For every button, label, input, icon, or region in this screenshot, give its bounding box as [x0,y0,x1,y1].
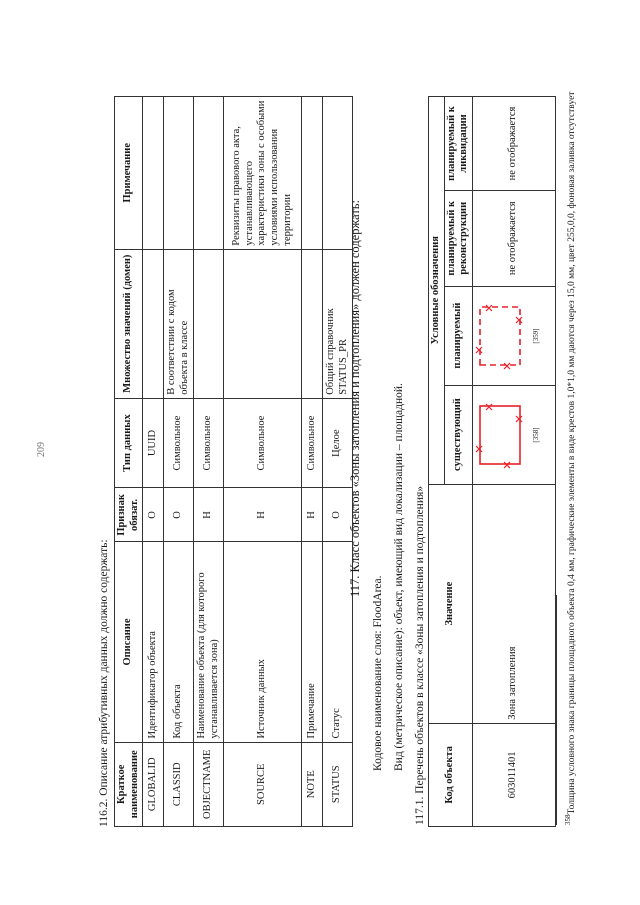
cell-liquidation: не отображается [472,97,555,191]
cell-note [143,97,164,250]
cell-note [302,97,323,250]
cell-short-name: STATUS [323,742,353,826]
header-liquidation: планируемый к ликвидации [444,97,472,191]
header-planned: планируемый [444,286,472,385]
cell-domain [194,249,224,398]
page-number: 209 [36,442,47,457]
layer-code-line: Кодовое наименование слоя: FloodArea. [372,575,384,771]
cell-required: Н [302,488,323,542]
planned-zone-symbol [474,293,548,379]
header-object-code: Код объекта [429,723,473,826]
header-short-name: Краткое наименование [115,742,143,826]
table-row [224,97,302,827]
cell-domain [143,249,164,398]
cell-data-type: Символьное [224,398,302,488]
attributes-table [114,96,353,827]
cell-domain: В соответствии с кодом объекта в классе [164,249,194,398]
cell-data-type: Символьное [302,398,323,488]
cell-reconstruction: не отображается [472,190,555,286]
cell-required: О [164,488,194,542]
header-value: Значение [429,484,473,723]
cell-description: Идентификатор объекта [143,542,164,742]
geometry-line: Вид (метрическое описание): объект, имеющий вид локализации – площадной. [393,383,405,771]
cell-data-type: Целое [323,398,353,488]
cell-symbol-existing [472,385,555,484]
cell-required: О [143,488,164,542]
section-117-1-title: 117.1. Перечень объектов в классе «Зоны затопления и подтопления» [414,485,426,825]
cell-domain: Общий справочник STATUS_PR [323,249,353,398]
table-header-row [115,97,143,827]
cell-description: Источник данных [224,542,302,742]
table-row [194,97,224,827]
section-116-2-title: 116.2. Описание атрибутивных данных должно содержать: [98,539,110,827]
cell-short-name: OBJECTNAME [194,742,224,826]
cell-description: Наименование объекта (для которого устанавливается зона) [194,542,224,742]
cell-short-name: SOURCE [224,742,302,826]
footnote-text: Толщина условного знака границы площадного объекта 0,4 мм, графические элементы в виде крестов 1,0*1,0 мм даются через 15,0 мм, цвет 255,0,0, фоновая заливка отсутствует [567,91,578,815]
table-row [302,97,323,827]
planned-footnote-ref: [359] [532,327,541,344]
table-row [472,97,555,827]
header-existing: существующий [444,385,472,484]
footnote [564,65,579,825]
cell-description: Статус [323,542,353,742]
cell-required: Н [224,488,302,542]
objects-table [428,96,556,827]
cell-note [194,97,224,250]
cell-short-name: GLOBALID [143,742,164,826]
cell-required: Н [194,488,224,542]
existing-zone-symbol [474,392,548,478]
cell-short-name: NOTE [302,742,323,826]
cell-description: Код объекта [164,542,194,742]
cell-description: Примечание [302,542,323,742]
header-reconstruction: планируемый к реконструкции [444,190,472,286]
header-description: Описание [115,542,143,742]
cell-short-name: CLASSID [164,742,194,826]
cell-domain [224,249,302,398]
cell-symbol-planned [472,286,555,385]
cell-data-type: Символьное [164,398,194,488]
table-header-row [429,97,445,827]
existing-footnote-ref: [358] [532,426,541,443]
cell-data-type: UUID [143,398,164,488]
cell-note [164,97,194,250]
header-required: Признак обязат. [115,488,143,542]
cell-note: Реквизиты правового акта, устанавливающего характеристики зоны с особыми условиями использования территории [224,97,302,250]
cell-object-code: 603011401 [472,723,555,826]
section-117-heading: 117. Класс объектов «Зоны затопления и подтопления» должен содержать: [348,200,362,597]
cell-data-type: Символьное [194,398,224,488]
cell-value: Зона затопления [472,484,555,723]
cell-domain [302,249,323,398]
header-data-type: Тип данных [115,398,143,488]
cell-required: О [323,488,353,542]
footnote-separator [556,595,557,825]
table-row [164,97,194,827]
header-note: Примечание [115,97,143,250]
header-domain: Множество значений (домен) [115,249,143,398]
header-symbols: Условные обозначения [429,97,445,485]
table-row [143,97,164,827]
footnote-number: 358 [564,814,572,825]
